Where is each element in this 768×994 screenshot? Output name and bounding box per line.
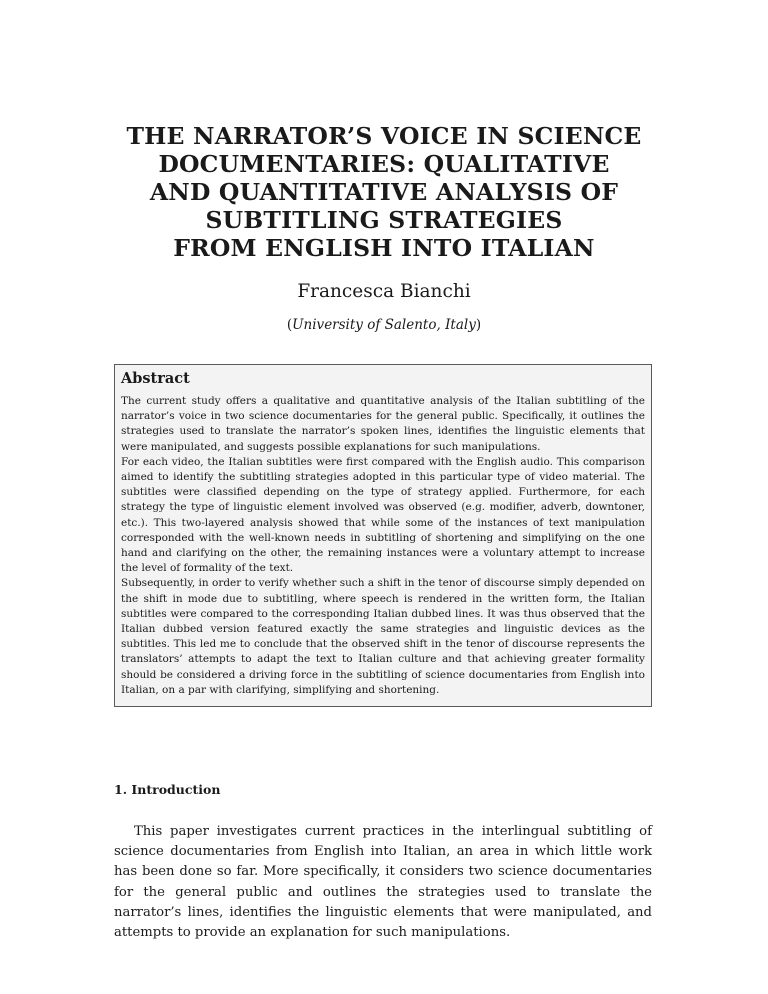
title-line: AND QUANTITATIVE ANALYSIS OF [149, 178, 619, 206]
affiliation-open-paren: ( [286, 317, 293, 333]
affiliation-name: University of Salento, Italy [292, 317, 476, 333]
title-line: SUBTITLING STRATEGIES [205, 206, 563, 234]
title-line: THE NARRATOR’S VOICE IN SCIENCE [126, 122, 642, 150]
affiliation-close-paren: ) [475, 317, 482, 333]
paper-title [60, 122, 708, 262]
abstract-box [114, 364, 652, 707]
abstract-paragraph: Subsequently, in order to verify whether such a shift in the tenor of discourse simply depended on the shift in mode due to subtitling, where speech is rendered in the written form, the Italian subtitles were compared to the corresponding Italian dubbed lines. It was thus observed that the Italian dubbed version featured exactly the same strategies and linguistic devices as the subtitles. This led me to conclude that the observed shift in the tenor of discourse represents the translators’ attempts to adapt the text to Italian culture and that achieving greater formality should be considered a driving force in the subtitling of science documentaries from English into Italian, on a par with clarifying, simplifying and shortening. [121, 577, 645, 696]
introduction-paragraph: This paper investigates current practices in the interlingual subtitling of science documentaries from English into Italian, an area in which little work has been done so far. More specifically, it considers two science documentaries for the general public and outlines the strategies used to translate the narrator’s lines, identifies the linguistic elements that were manipulated, and attempts to provide an explanation for such manipulations. [114, 824, 652, 941]
section-heading-introduction: 1. Introduction [114, 782, 221, 797]
author-name: Francesca Bianchi [297, 281, 471, 302]
abstract-heading: Abstract [121, 370, 190, 387]
author-affiliation [0, 316, 768, 334]
title-line: FROM ENGLISH INTO ITALIAN [173, 234, 595, 262]
abstract-paragraph: The current study offers a qualitative and quantitative analysis of the Italian subtitling of the narrator’s voice in two science documentaries for the general public. Specifically, it outlines the strategies used to translate the narrator’s spoken lines, identifies the linguistic elements that were manipulated, and suggests possible explanations for such manipulations. [121, 395, 645, 453]
title-line: DOCUMENTARIES: QUALITATIVE [158, 150, 610, 178]
abstract-paragraph: For each video, the Italian subtitles were first compared with the English audio. This comparison aimed to identify the subtitling strategies adopted in this particular type of video material. The subtitles were classified depending on the type of strategy applied. Furthermore, for each strategy the type of linguistic element involved was observed (e.g. modifier, adverb, downtoner, etc.). This two-layered analysis showed that while some of the instances of text manipulation corresponded with the well-known needs in subtitling of shortening and simplifying on the one hand and clarifying on the other, the remaining instances were a voluntary attempt to increase the level of formality of the text. [121, 455, 645, 575]
